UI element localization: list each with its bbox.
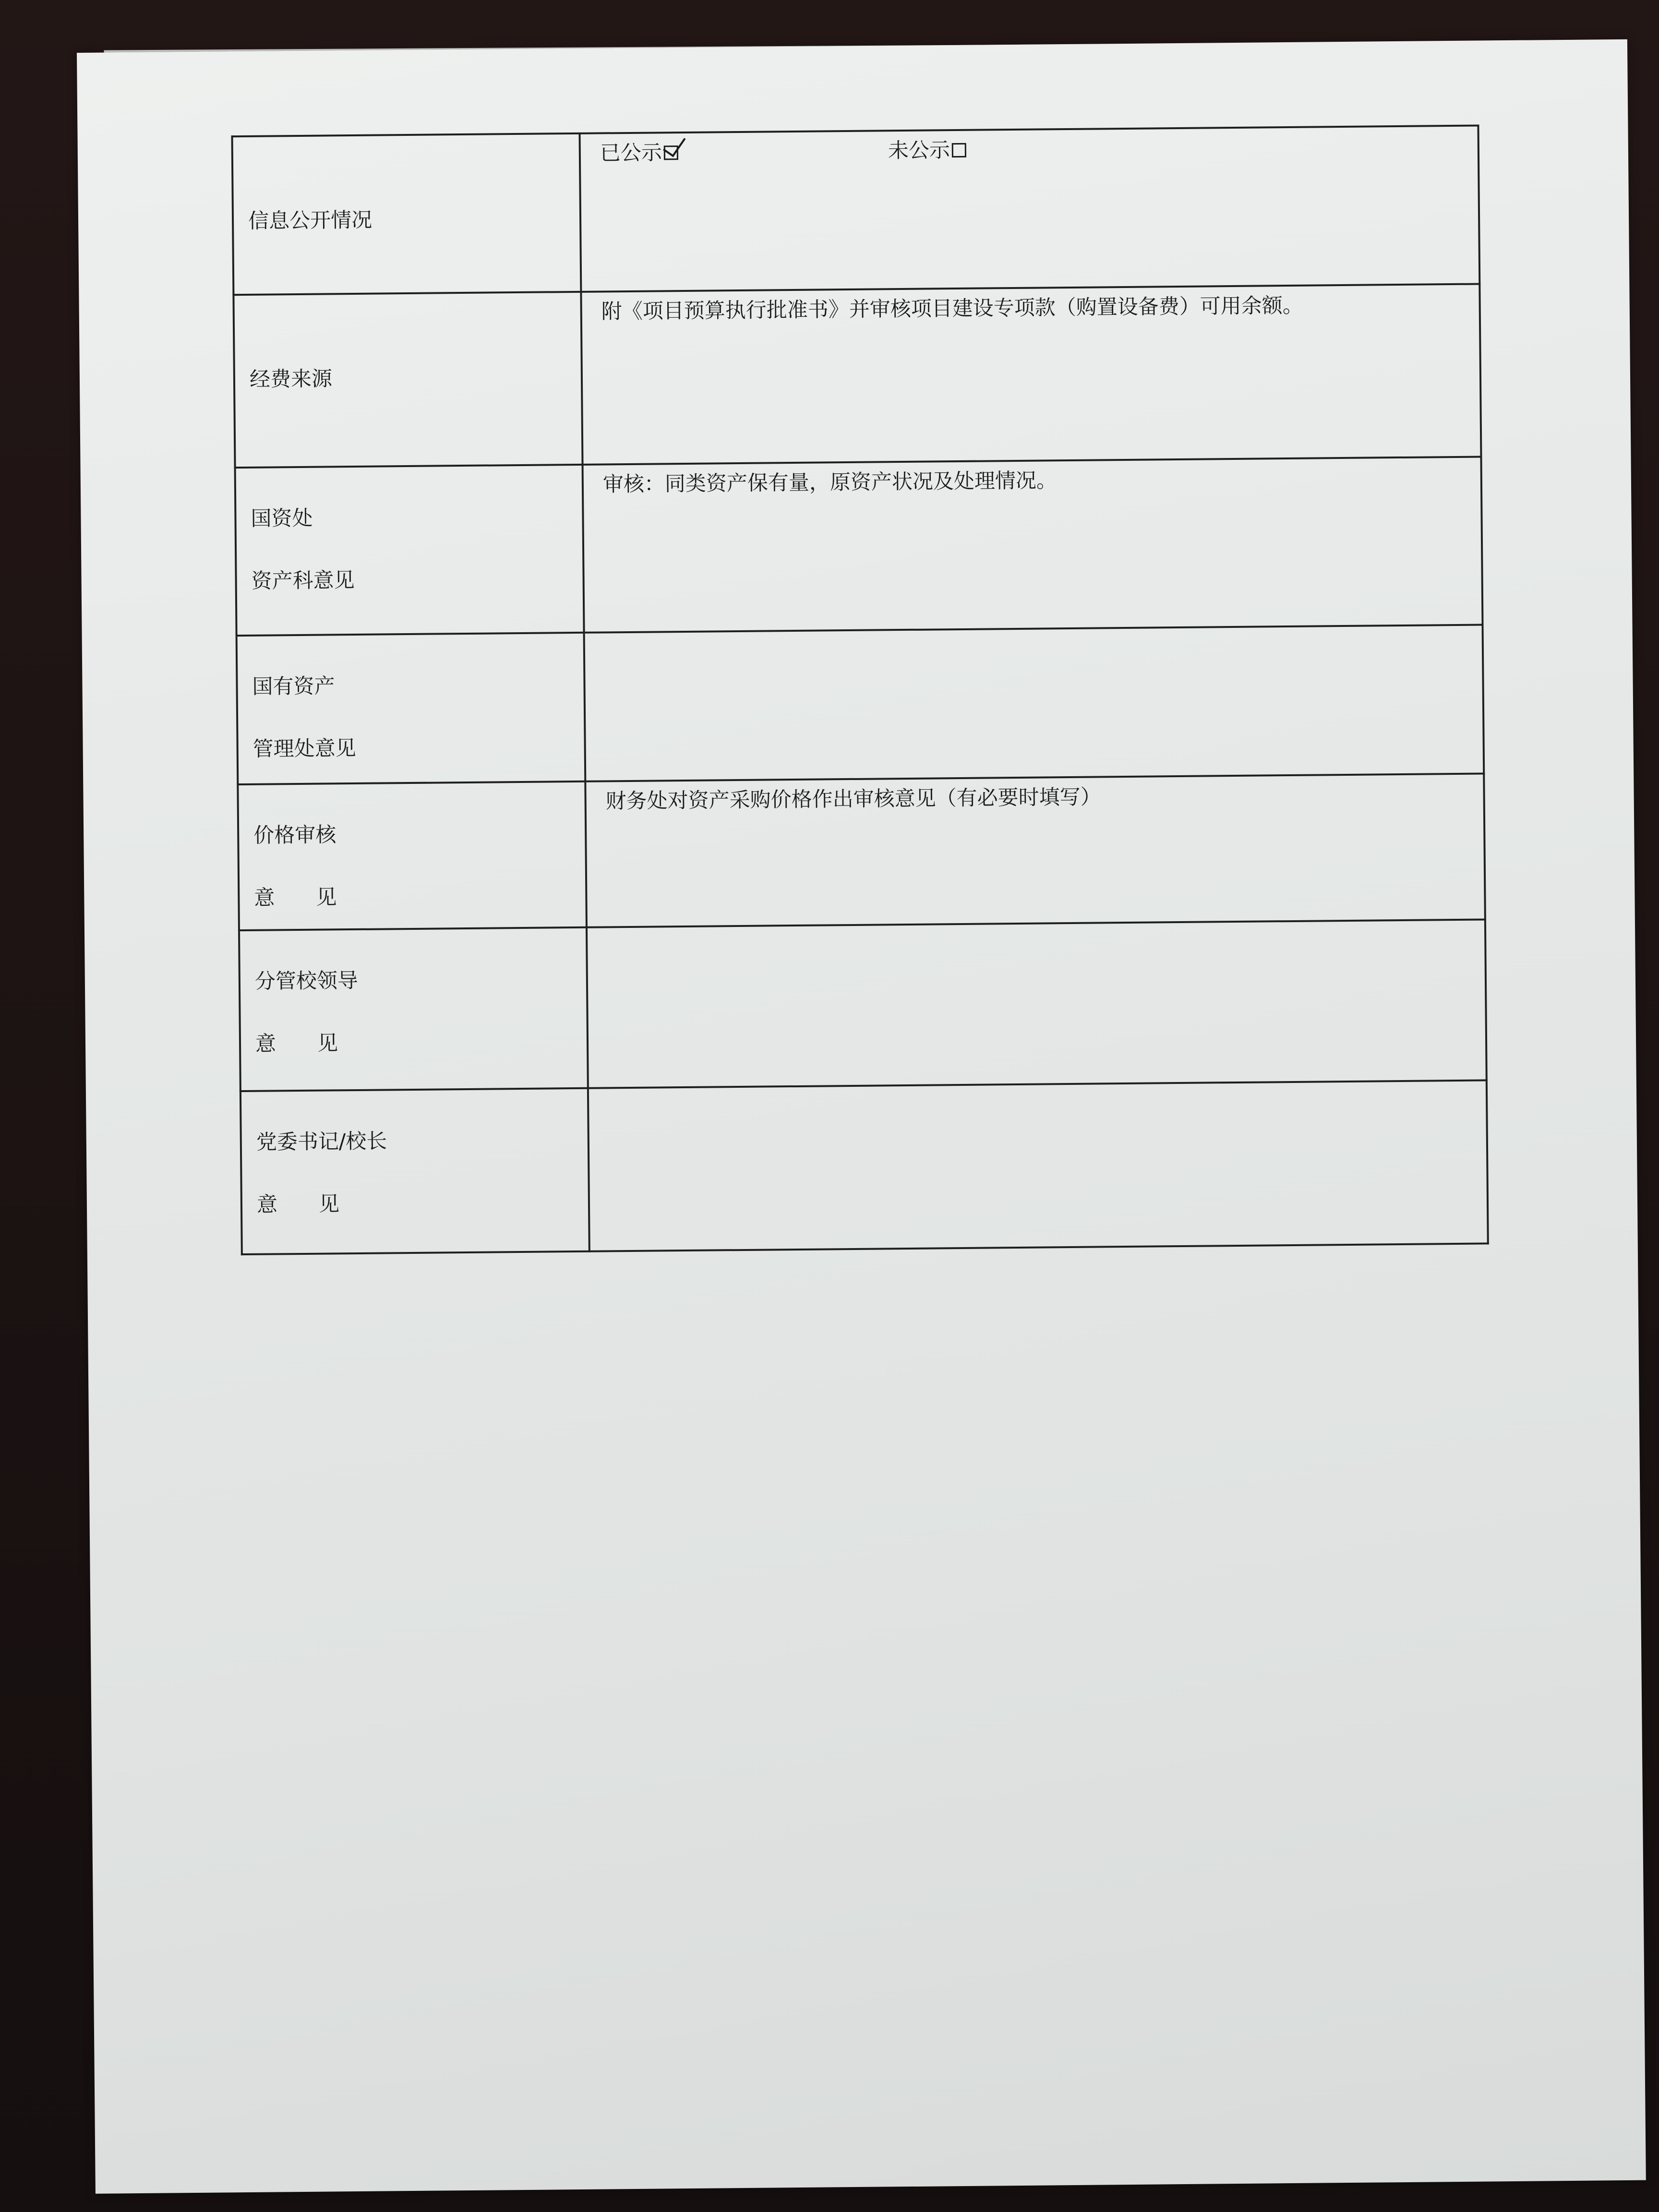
table-row bbox=[233, 284, 1481, 468]
row-label-cell bbox=[240, 1088, 589, 1254]
asset-section-value-cell bbox=[583, 457, 1483, 633]
funding-source-label: 经费来源 bbox=[249, 367, 333, 392]
checkmark-icon bbox=[663, 132, 685, 157]
row-label-cell bbox=[239, 927, 588, 1091]
row-label-cell bbox=[237, 633, 586, 784]
label-line: 资产科意见 bbox=[251, 568, 355, 593]
label-line: 分管校领导 bbox=[254, 968, 359, 994]
table-row bbox=[235, 457, 1483, 636]
label-line: 价格审核 bbox=[253, 823, 337, 848]
label-line: 意 见 bbox=[255, 1031, 338, 1056]
state-asset-office-label bbox=[252, 634, 585, 781]
table-row bbox=[240, 1080, 1488, 1254]
table-row bbox=[237, 625, 1484, 784]
row-label-cell bbox=[238, 781, 587, 930]
empty-checkbox-icon[interactable] bbox=[952, 143, 966, 157]
asset-section-label bbox=[251, 466, 583, 613]
table-row bbox=[238, 773, 1485, 930]
state-asset-office-value-cell[interactable] bbox=[584, 625, 1484, 781]
funding-source-value-cell bbox=[581, 284, 1481, 465]
price-review-value-cell bbox=[585, 773, 1485, 927]
label-line: 意 见 bbox=[254, 885, 337, 910]
status-option-label: 未公示 bbox=[888, 138, 950, 163]
status-option-label: 已公示 bbox=[600, 141, 662, 166]
price-review-label bbox=[253, 782, 586, 929]
table-row bbox=[232, 126, 1480, 295]
funding-source-instruction: 附《项目预算执行批准书》并审核项目建设专项款（购置设备费）可用余额。 bbox=[601, 293, 1303, 324]
row-label-cell bbox=[233, 292, 582, 468]
row-label-cell bbox=[235, 465, 584, 636]
disclosure-status-options bbox=[600, 132, 1463, 168]
label-line: 管理处意见 bbox=[252, 736, 356, 761]
status-option-not-disclosed[interactable] bbox=[888, 134, 1177, 165]
table-row bbox=[239, 919, 1487, 1091]
vice-president-label bbox=[254, 928, 587, 1075]
vice-president-value-cell[interactable] bbox=[587, 919, 1487, 1088]
party-secretary-label bbox=[256, 1089, 589, 1236]
price-review-instruction: 财务处对资产采购价格作出审核意见（有必要时填写） bbox=[605, 785, 1101, 814]
info-disclosure-label: 信息公开情况 bbox=[248, 208, 373, 233]
approval-form-table bbox=[231, 125, 1489, 1256]
row-label-cell bbox=[232, 133, 581, 295]
asset-section-instruction: 审核：同类资产保有量，原资产状况及处理情况。 bbox=[602, 469, 1058, 497]
status-option-disclosed[interactable] bbox=[600, 136, 889, 168]
label-line: 国有资产 bbox=[252, 674, 335, 699]
party-secretary-value-cell[interactable] bbox=[588, 1080, 1488, 1251]
paper-sheet bbox=[77, 39, 1646, 2194]
checked-checkbox-icon[interactable] bbox=[664, 145, 678, 160]
label-line: 意 见 bbox=[256, 1192, 340, 1217]
label-line: 党委书记/校长 bbox=[256, 1129, 387, 1154]
info-disclosure-value-cell bbox=[580, 126, 1480, 292]
label-line: 国资处 bbox=[251, 506, 313, 531]
